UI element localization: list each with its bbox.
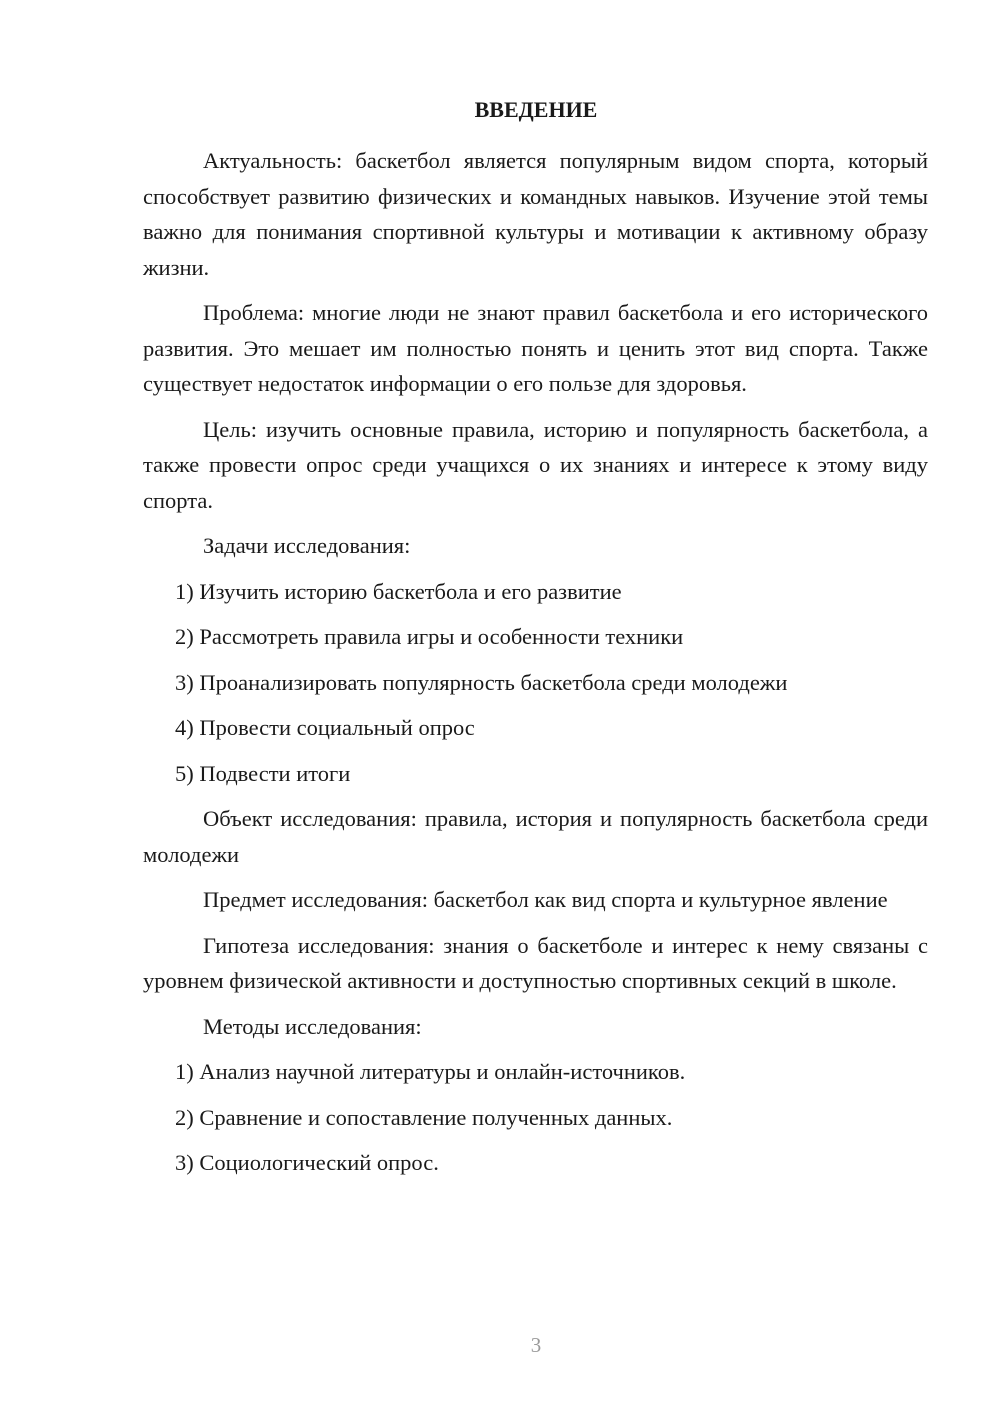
- task-item: 1) Изучить историю баскетбола и его развитие: [175, 578, 622, 604]
- page-title: ВВЕДЕНИЕ: [474, 97, 598, 122]
- methods-heading: Методы исследования:: [203, 1013, 422, 1039]
- document-body: [143, 143, 928, 1191]
- paragraph-subject: Предмет исследования: баскетбол как вид спорта и культурное явление: [203, 887, 888, 912]
- page-number: 3: [530, 1333, 542, 1357]
- paragraph-hypothesis: Гипотеза исследования: знания о баскетболе и интерес к нему связаны с уровнем физической активности и доступностью спортивных секций в школе.: [143, 932, 928, 993]
- method-item: 1) Анализ научной литературы и онлайн-источников.: [175, 1059, 686, 1084]
- task-item: 2) Рассмотреть правила игры и особенности техники: [175, 624, 684, 649]
- tasks-heading: Задачи исследования:: [203, 533, 411, 558]
- task-item: 3) Проанализировать популярность баскетбола среди молодежи: [175, 669, 788, 695]
- method-item: 3) Социологический опрос.: [175, 1150, 439, 1175]
- paragraph-object: Объект исследования: правила, история и популярность баскетбола среди молодежи: [143, 806, 928, 867]
- paragraph-problem: Проблема: многие люди не знают правил баскетбола и его исторического развития. Это мешает им полностью понять и ценить этот вид спорта. Также существует недостаток информации о его пользе для здоровья.: [143, 300, 928, 396]
- task-item: 4) Провести социальный опрос: [175, 715, 475, 740]
- paragraph-goal: Цель: изучить основные правила, историю и популярность баскетбола, а также провести опрос среди учащихся о их знаниях и интересе к этому виду спорта.: [143, 416, 928, 513]
- method-item: 2) Сравнение и сопоставление полученных данных.: [175, 1104, 673, 1130]
- task-item: 5) Подвести итоги: [175, 760, 351, 786]
- paragraph-actuality: Актуальность: баскетбол является популярным видом спорта, который способствует развитию физических и командных навыков. Изучение этой темы важно для понимания спортивной культуры и мотивации к активному образу жизни.: [143, 148, 928, 280]
